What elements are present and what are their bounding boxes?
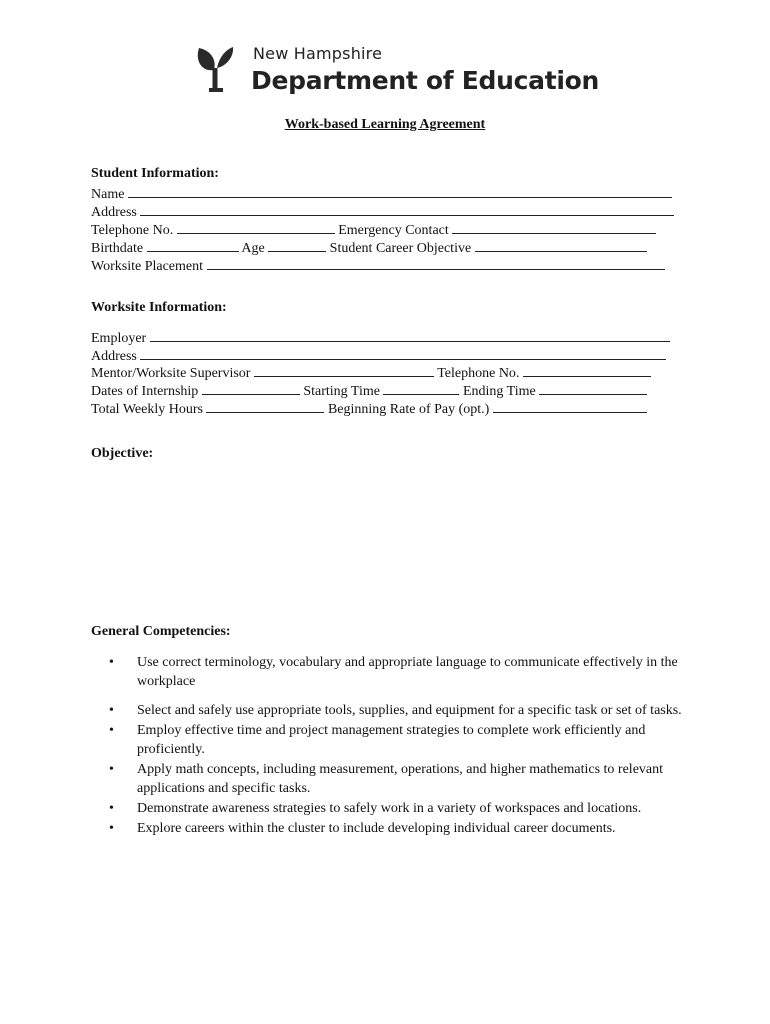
competencies-heading: General Competencies: [91, 624, 231, 639]
starting-time-label: Starting Time [303, 384, 380, 399]
pay-rate-label: Beginning Rate of Pay (opt.) [327, 402, 490, 417]
list-item [109, 760, 689, 798]
employer-label: Employer [91, 331, 147, 346]
student-info-heading: Student Information: [91, 166, 219, 181]
list-item [109, 653, 689, 691]
ending-time-label: Ending Time [462, 384, 536, 399]
org-state-name: New Hampshire [253, 44, 383, 63]
competency-text: Demonstrate awareness strategies to safely work in a variety of workspaces and locations. [137, 801, 642, 816]
worksite-address-label: Address [91, 349, 137, 364]
competencies-list [109, 653, 689, 838]
career-objective-label: Student Career Objective [329, 241, 472, 256]
worksite-telephone-field[interactable] [523, 363, 651, 377]
emergency-contact-label: Emergency Contact [338, 223, 449, 238]
weekly-hours-label: Total Weekly Hours [91, 402, 203, 417]
worksite-placement-field[interactable] [207, 256, 665, 270]
worksite-placement-label: Worksite Placement [91, 259, 204, 274]
emergency-contact-field[interactable] [452, 220, 656, 234]
competency-text: Explore careers within the cluster to include developing individual career documents. [137, 821, 616, 836]
student-telephone-label: Telephone No. [91, 223, 174, 238]
competency-text: Select and safely use appropriate tools, supplies, and equipment for a specific task or set of tasks. [137, 703, 682, 718]
hours-pay-row [91, 399, 647, 419]
employer-row [91, 328, 670, 348]
student-address-field[interactable] [140, 202, 674, 216]
supervisor-label: Mentor/Worksite Supervisor [91, 366, 251, 381]
birthdate-field[interactable] [147, 238, 239, 252]
employer-field[interactable] [150, 328, 670, 342]
worksite-address-field[interactable] [140, 346, 666, 360]
bullet-point: • [109, 762, 114, 777]
list-item [109, 799, 689, 818]
age-label: Age [241, 241, 265, 256]
document-title: Work-based Learning Agreement [284, 117, 486, 132]
weekly-hours-field[interactable] [206, 399, 324, 413]
competency-text: Employ effective time and project management strategies to complete work efficiently and proficiently. [137, 723, 646, 757]
student-name-label: Name [91, 187, 125, 202]
student-address-row [91, 202, 674, 222]
student-telephone-field[interactable] [177, 220, 335, 234]
student-phone-row [91, 220, 656, 240]
objective-heading: Objective: [91, 446, 154, 461]
competency-text: Use correct terminology, vocabulary and appropriate language to communicate effectively in the workplace [137, 655, 678, 689]
internship-dates-field[interactable] [202, 381, 300, 395]
student-name-row [91, 184, 672, 204]
student-name-field[interactable] [128, 184, 672, 198]
worksite-placement-row [91, 256, 665, 276]
supervisor-row [91, 363, 651, 383]
sprout-logo-icon [193, 44, 239, 92]
worksite-telephone-label: Telephone No. [437, 366, 520, 381]
bullet-point: • [109, 821, 114, 836]
bullet-point: • [109, 703, 114, 718]
competency-text: Apply math concepts, including measurement, operations, and higher mathematics to relevant applications and specific tasks. [137, 762, 664, 796]
list-item [109, 819, 689, 838]
birthdate-label: Birthdate [91, 241, 144, 256]
list-item [109, 721, 689, 759]
ending-time-field[interactable] [539, 381, 647, 395]
supervisor-field[interactable] [254, 363, 434, 377]
worksite-info-heading: Worksite Information: [91, 300, 227, 315]
starting-time-field[interactable] [383, 381, 459, 395]
org-department-name: Department of Education [251, 66, 600, 95]
bullet-point: • [109, 801, 114, 816]
student-address-label: Address [91, 205, 137, 220]
internship-dates-label: Dates of Internship [91, 384, 199, 399]
career-objective-field[interactable] [475, 238, 647, 252]
pay-rate-field[interactable] [493, 399, 647, 413]
bullet-point: • [109, 655, 114, 670]
list-item [109, 701, 689, 720]
student-birth-row [91, 238, 647, 258]
internship-dates-row [91, 381, 647, 401]
bullet-point: • [109, 723, 114, 738]
age-field[interactable] [268, 238, 326, 252]
